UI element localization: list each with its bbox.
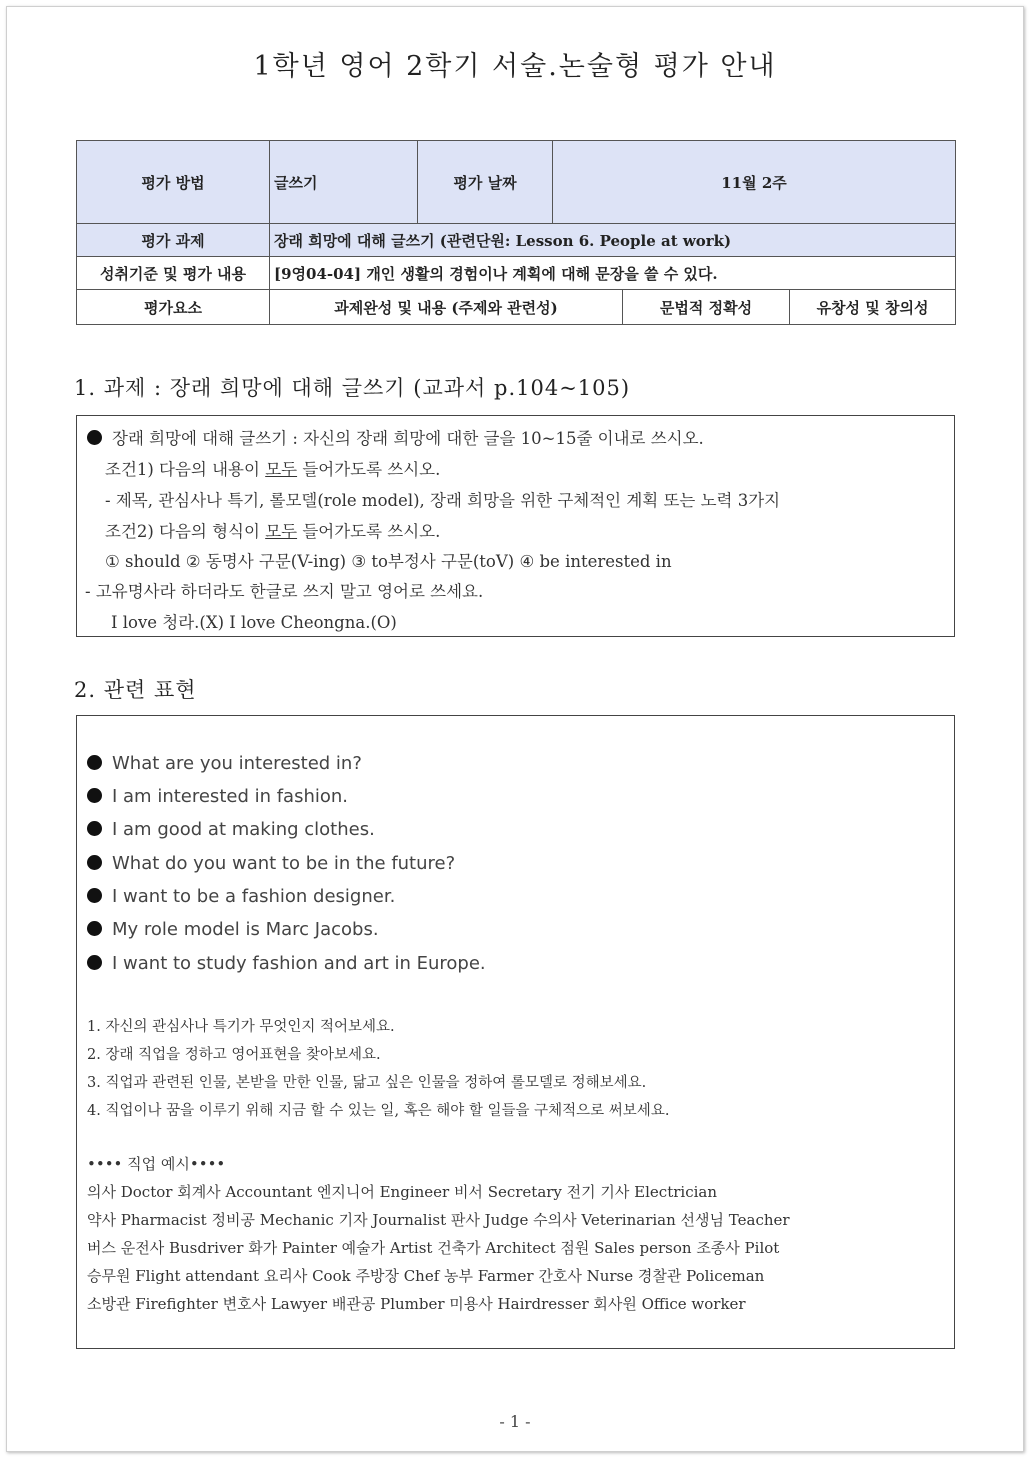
condition-2-items: ① should ② 동명사 구문(V-ing) ③ to부정사 구문(toV) ④ be interested in — [105, 552, 672, 571]
bullet-icon — [87, 430, 102, 445]
guide-question: 2. 장래 직업을 정하고 영어표현을 찾아보세요. — [87, 1047, 381, 1063]
date-value: 11월 2주 — [553, 141, 956, 224]
task-label: 평가 과제 — [77, 224, 270, 257]
expression-item: What are you interested in? — [87, 753, 362, 774]
guide-question: 4. 직업이나 꿈을 이루기 위해 지금 할 수 있는 일, 혹은 해야 할 일들을 구체적으로 써보세요. — [87, 1103, 670, 1119]
jobs-heading: •••• 직업 예시•••• — [87, 1155, 226, 1173]
expressions-box — [76, 715, 955, 1349]
element-content: 과제완성 및 내용 (주제와 관련성) — [270, 290, 623, 325]
bullet-icon — [87, 955, 102, 970]
method-label: 평가 방법 — [77, 141, 270, 224]
bullet-icon — [87, 788, 102, 803]
criteria-label: 성취기준 및 평가 내용 — [77, 257, 270, 290]
date-label: 평가 날짜 — [418, 141, 553, 224]
expression-item: I am good at making clothes. — [87, 819, 375, 840]
element-fluency: 유창성 및 창의성 — [790, 290, 956, 325]
element-grammar: 문법적 정확성 — [623, 290, 790, 325]
bullet-icon — [87, 855, 102, 870]
condition-1: 조건1) 다음의 내용이 모두 들어가도록 쓰시오. — [105, 460, 441, 479]
bullet-icon — [87, 921, 102, 936]
expression-item: I want to study fashion and art in Europe. — [87, 953, 486, 974]
expression-item: I want to be a fashion designer. — [87, 886, 395, 907]
assessment-info-table — [76, 140, 956, 325]
expression-item: I am interested in fashion. — [87, 786, 348, 807]
proper-noun-note: - 고유명사라 하더라도 한글로 쓰지 말고 영어로 쓰세요. — [85, 582, 484, 601]
bullet-icon — [87, 755, 102, 770]
jobs-line: 버스 운전사 Busdriver 화가 Painter 예술가 Artist 건축가 Architect 점원 Sales person 조종사 Pilot — [87, 1239, 780, 1257]
task-line-1: 장래 희망에 대해 글쓰기 : 자신의 장래 희망에 대한 글을 10~15줄 이내로 쓰시오. — [87, 425, 704, 449]
guide-question: 1. 자신의 관심사나 특기가 무엇인지 적어보세요. — [87, 1019, 395, 1035]
expression-item: My role model is Marc Jacobs. — [87, 919, 379, 940]
example-line: I love 청라.(X) I love Cheongna.(O) — [111, 613, 397, 632]
expression-item: What do you want to be in the future? — [87, 853, 455, 874]
criteria-value: [9영04-04] 개인 생활의 경험이나 계획에 대해 문장을 쓸 수 있다. — [270, 257, 956, 290]
jobs-line: 의사 Doctor 회계사 Accountant 엔지니어 Engineer 비서 Secretary 전기 기사 Electrician — [87, 1183, 717, 1201]
section1-heading: 1. 과제 : 장래 희망에 대해 글쓰기 (교과서 p.104~105) — [74, 376, 631, 400]
condition-2: 조건2) 다음의 형식이 모두 들어가도록 쓰시오. — [105, 522, 441, 541]
section2-heading: 2. 관련 표현 — [74, 678, 197, 702]
task-box — [76, 415, 955, 637]
bullet-icon — [87, 888, 102, 903]
document-title: 1학년 영어 2학기 서술.논술형 평가 안내 — [253, 51, 777, 82]
method-value: 글쓰기 — [270, 141, 418, 224]
jobs-line: 소방관 Firefighter 변호사 Lawyer 배관공 Plumber 미용사 Hairdresser 회사원 Office worker — [87, 1295, 746, 1313]
guide-question: 3. 직업과 관련된 인물, 본받을 만한 인물, 닮고 싶은 인물을 정하여 롤모델로 정해보세요. — [87, 1075, 647, 1091]
task-value: 장래 희망에 대해 글쓰기 (관련단원: Lesson 6. People at work) — [270, 224, 956, 257]
jobs-line: 승무원 Flight attendant 요리사 Cook 주방장 Chef 농부 Farmer 간호사 Nurse 경찰관 Policeman — [87, 1267, 765, 1285]
page-number: - 1 - — [499, 1412, 531, 1431]
jobs-line: 약사 Pharmacist 정비공 Mechanic 기자 Journalist 판사 Judge 수의사 Veterinarian 선생님 Teacher — [87, 1211, 790, 1229]
elements-label: 평가요소 — [77, 290, 270, 325]
bullet-icon — [87, 821, 102, 836]
condition-1-items: - 제목, 관심사나 특기, 롤모델(role model), 장래 희망을 위한 구체적인 계획 또는 노력 3가지 — [105, 491, 781, 510]
